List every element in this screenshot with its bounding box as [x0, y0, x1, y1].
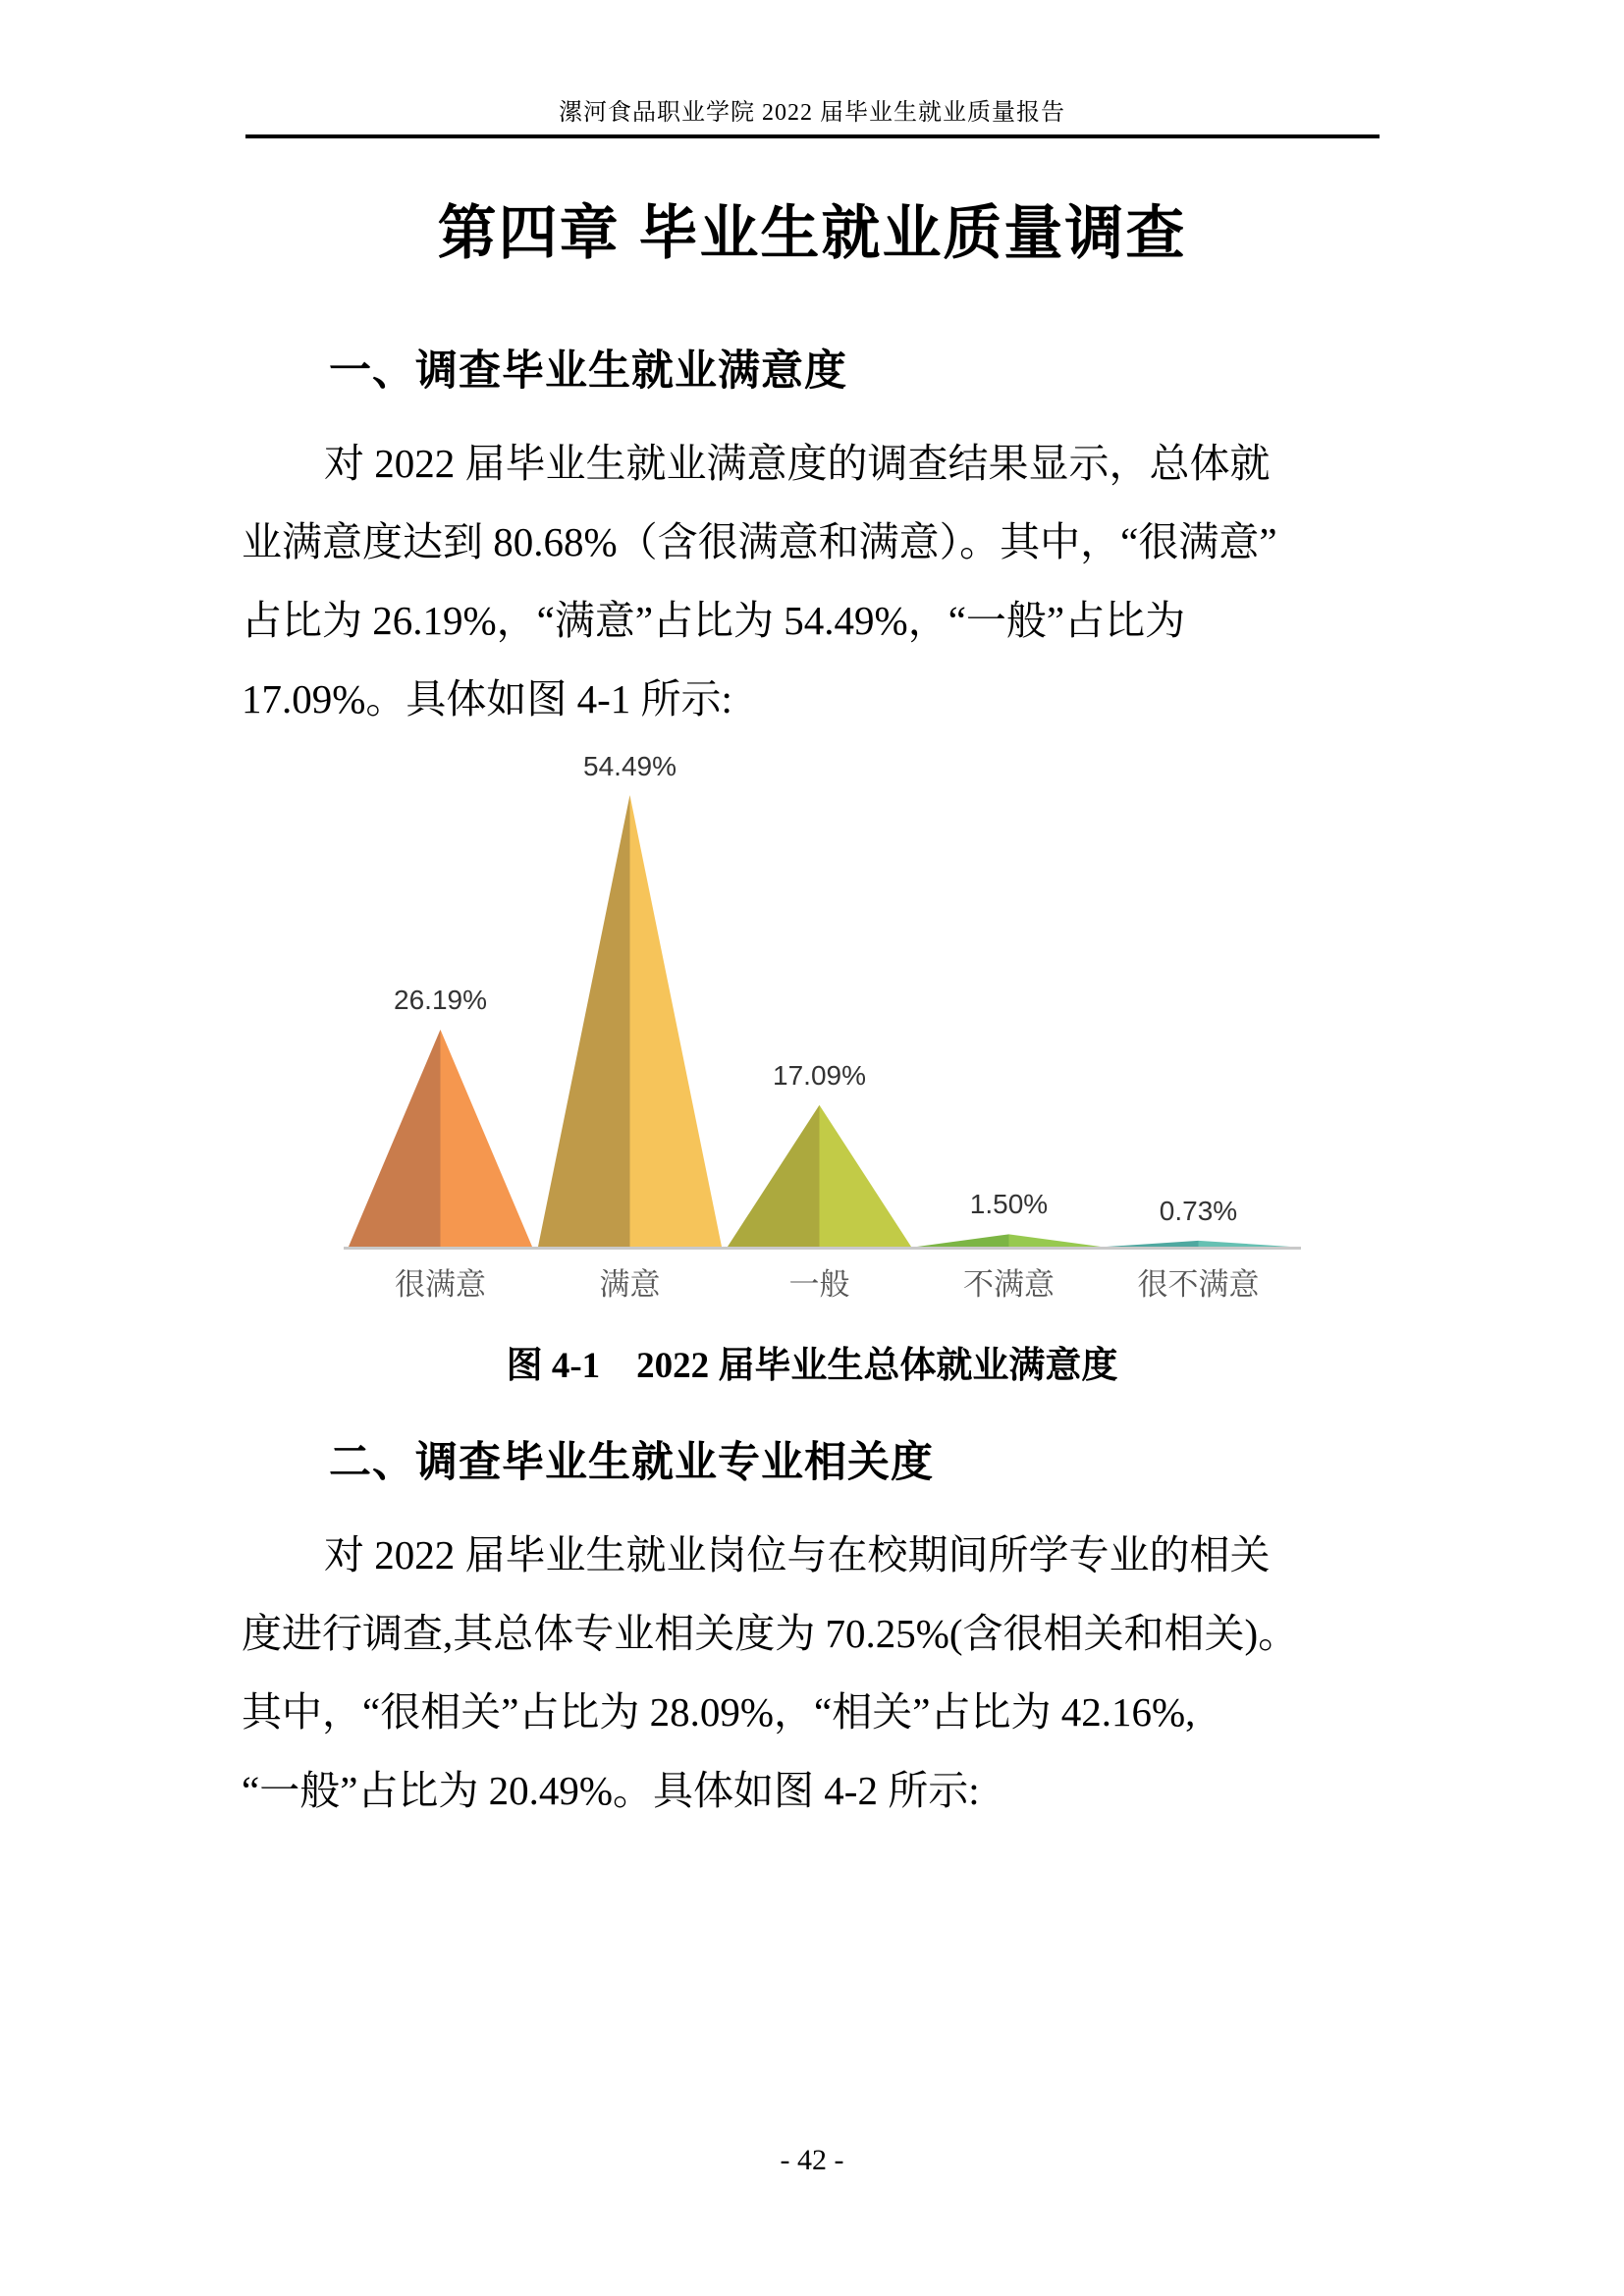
chart-canvas — [344, 751, 1301, 1315]
page-header: 漯河食品职业学院 2022 届毕业生就业质量报告 — [559, 100, 1065, 126]
chart-triangle-left — [917, 1234, 1009, 1247]
paragraph-line: 17.09%。具体如图 4-1 所示: — [242, 676, 732, 721]
chart-value-label: 17.09% — [773, 1059, 866, 1091]
chart-category-label: 很不满意 — [1137, 1267, 1260, 1302]
satisfaction-chart — [344, 751, 1301, 1315]
paragraph-line: 其中，“很相关”占比为 28.09%，“相关”占比为 42.16%, — [242, 1689, 1196, 1735]
chart-triangle-left — [349, 1030, 441, 1247]
figure-caption: 图 4-1 2022 届毕业生总体就业满意度 — [506, 1346, 1118, 1386]
page-number: - 42 - — [780, 2144, 844, 2176]
chart-value-label: 54.49% — [583, 751, 677, 781]
paragraph-line: 占比为 26.19%，“满意”占比为 54.49%，“一般”占比为 — [242, 598, 1186, 643]
paragraph-line: “一般”占比为 20.49%。具体如图 4-2 所示: — [242, 1768, 980, 1813]
header-rule — [245, 134, 1380, 138]
chart-category-label: 一般 — [788, 1267, 850, 1302]
section-2-heading: 二、调查毕业生就业专业相关度 — [329, 1439, 934, 1486]
chapter-title: 第四章 毕业生就业质量调查 — [437, 200, 1187, 266]
chart-category-label: 不满意 — [963, 1267, 1055, 1302]
chart-triangle-right — [1199, 1241, 1291, 1247]
chart-triangle-right — [820, 1105, 912, 1247]
chart-triangle-left — [728, 1105, 820, 1247]
chart-triangle-right — [630, 795, 723, 1247]
paragraph-line: 对 2022 届毕业生就业岗位与在校期间所学专业的相关 — [324, 1532, 1271, 1577]
chart-triangle-right — [1009, 1234, 1102, 1247]
chart-category-label: 满意 — [599, 1267, 661, 1302]
chart-value-label: 1.50% — [969, 1189, 1049, 1220]
paragraph-line: 度进行调查,其总体专业相关度为 70.25%(含很相关和相关)。 — [242, 1611, 1299, 1656]
paragraph-line: 对 2022 届毕业生就业满意度的调查结果显示，总体就 — [324, 441, 1271, 486]
section-1-paragraph — [242, 424, 1390, 738]
chart-triangle-left — [1107, 1241, 1199, 1247]
chart-triangle-left — [538, 795, 630, 1247]
chart-category-label: 很满意 — [395, 1267, 486, 1302]
section-1-heading: 一、调查毕业生就业满意度 — [329, 347, 847, 395]
section-2-paragraph — [242, 1516, 1390, 1830]
paragraph-line: 业满意度达到 80.68%（含很满意和满意）。其中，“很满意” — [242, 519, 1277, 564]
chart-triangle-right — [441, 1030, 533, 1247]
chart-value-label: 26.19% — [394, 984, 487, 1015]
chart-value-label: 0.73% — [1159, 1195, 1238, 1226]
